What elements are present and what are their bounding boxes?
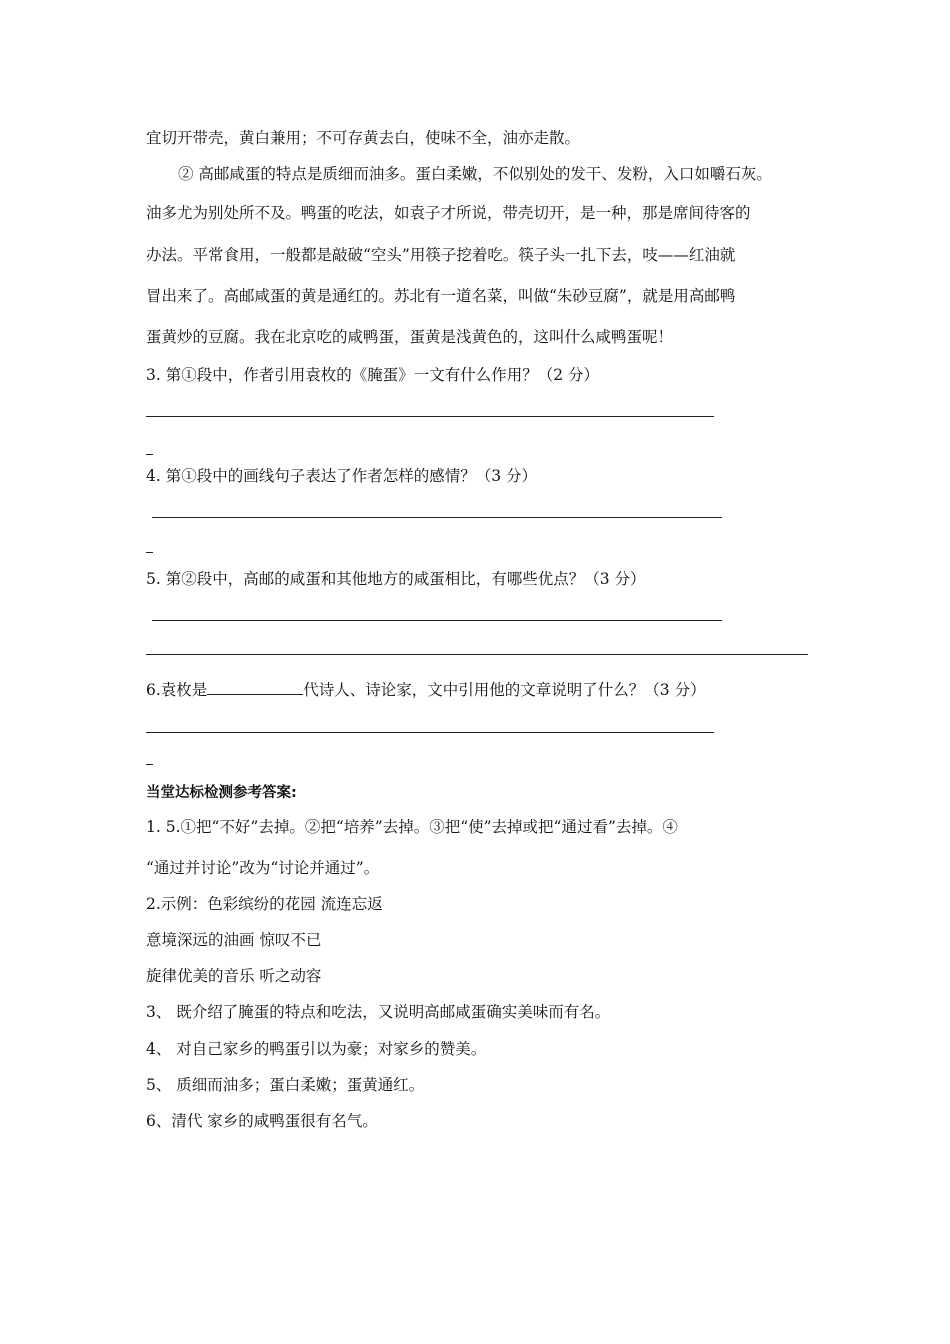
- passage-line-2: ② 高邮咸蛋的特点是质细而油多。蛋白柔嫩，不似别处的发干、发粉，入口如嚼石灰。: [178, 165, 772, 183]
- answer-line-q6-dash: [146, 764, 153, 765]
- question-4: 4. 第①段中的画线句子表达了作者怎样的感情？（3 分）: [146, 467, 538, 485]
- question-6-prefix: 6.袁枚是: [146, 681, 208, 699]
- answer-4: 4、 对自己家乡的鸭蛋引以为豪；对家乡的赞美。: [146, 1040, 487, 1058]
- answer-line-q5-b[interactable]: [146, 654, 808, 655]
- answer-5: 5、 质细而油多；蛋白柔嫩；蛋黄通红。: [146, 1076, 425, 1094]
- passage-line-3: 油多尤为别处所不及。鸭蛋的吃法，如袁子才所说，带壳切开，是一种，那是席间待客的: [146, 204, 751, 222]
- passage-line-6: 蛋黄炒的豆腐。我在北京吃的咸鸭蛋，蛋黄是浅黄色的，这叫什么咸鸭蛋呢！: [146, 328, 674, 346]
- question-5: 5. 第②段中，高邮的咸蛋和其他地方的咸蛋相比，有哪些优点？（3 分）: [146, 570, 646, 588]
- question-6: [146, 680, 706, 700]
- answer-line-q3-dash: [146, 454, 153, 455]
- answer-2: 2.示例：色彩缤纷的花园 流连忘返: [146, 895, 383, 913]
- question-6-suffix: 代诗人、诗论家，文中引用他的文章说明了什么？（3 分）: [303, 681, 706, 699]
- answer-line-q4[interactable]: [152, 517, 722, 518]
- answer-line-q4-dash: [146, 552, 153, 553]
- answer-6: 6、清代 家乡的咸鸭蛋很有名气。: [146, 1112, 378, 1130]
- answer-1-cont: “通过并讨论”改为“讨论并通过”。: [146, 859, 380, 877]
- answers-heading: 当堂达标检测参考答案:: [146, 785, 297, 801]
- passage-line-4: 办法。平常食用，一般都是敲破“空头”用筷子挖着吃。筷子头一扎下去，吱——红油就: [146, 246, 736, 264]
- answer-line-q5-a[interactable]: [152, 620, 722, 621]
- answer-line-q3[interactable]: [146, 416, 714, 417]
- answer-2-example-2: 意境深远的油画 惊叹不已: [146, 931, 322, 949]
- answer-2-example-3: 旋律优美的音乐 听之动容: [146, 967, 322, 985]
- fill-blank-q6[interactable]: [207, 680, 303, 695]
- passage-line-5: 冒出来了。高邮咸蛋的黄是通红的。苏北有一道名菜，叫做“朱砂豆腐”，就是用高邮鸭: [146, 287, 736, 305]
- passage-line-1: 宜切开带壳，黄白兼用；不可存黄去白，使味不全，油亦走散。: [146, 129, 581, 147]
- answer-line-q6[interactable]: [146, 732, 714, 733]
- question-3: 3. 第①段中，作者引用袁枚的《腌蛋》一文有什么作用？（2 分）: [146, 366, 600, 384]
- answer-3: 3、 既介绍了腌蛋的特点和吃法，又说明高邮咸蛋确实美味而有名。: [146, 1003, 611, 1021]
- answer-1: 1. 5.①把“不好”去掉。②把“培养”去掉。③把“使”去掉或把“通过看”去掉。④: [146, 818, 678, 836]
